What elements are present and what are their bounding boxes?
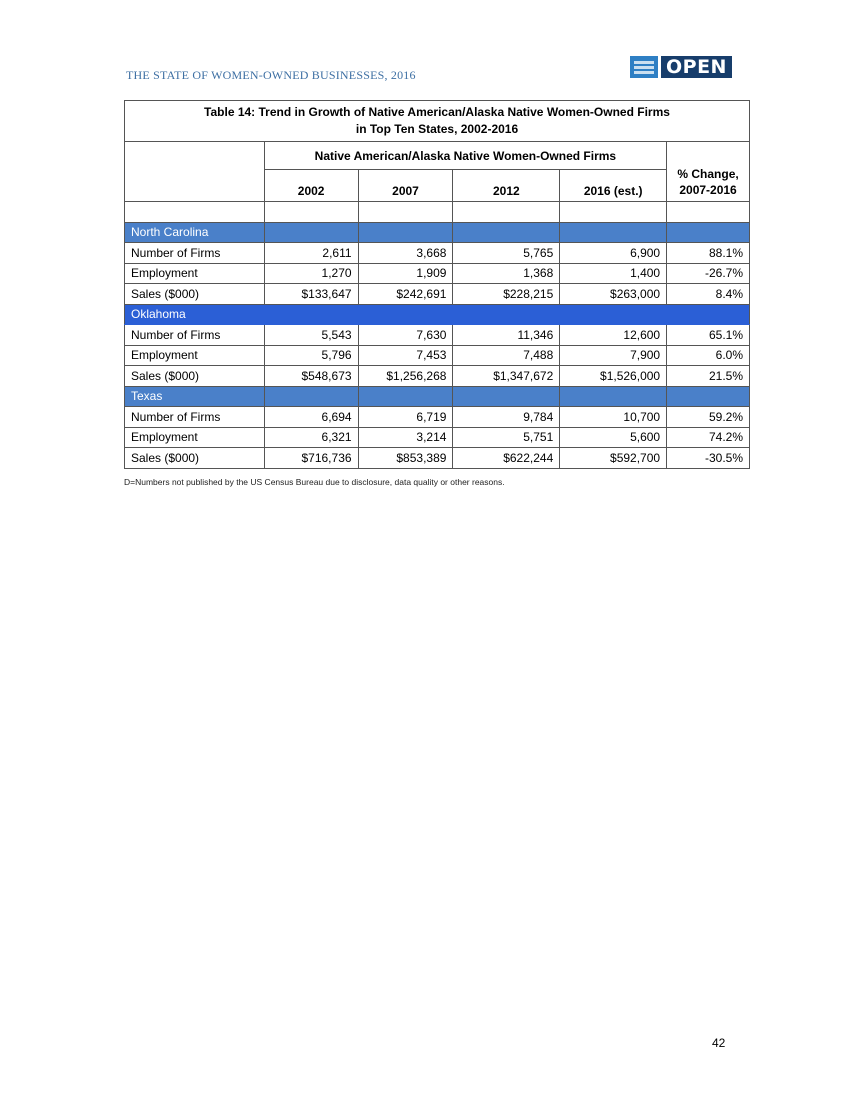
state-header-row — [125, 386, 750, 407]
amex-open-logo — [630, 56, 732, 78]
state-name: Texas — [125, 386, 265, 407]
table-title-line2: in Top Ten States, 2002-2016 — [355, 122, 519, 136]
state-name: North Carolina — [125, 222, 265, 243]
table-row — [125, 263, 750, 284]
value-2007: 6,719 — [358, 407, 453, 428]
running-header: THE STATE OF WOMEN-OWNED BUSINESSES, 2016 — [126, 68, 416, 82]
value-2012: 7,488 — [453, 345, 560, 366]
value-2002: 6,694 — [264, 407, 358, 428]
state-band-cell — [453, 222, 560, 243]
value-2016: 7,900 — [560, 345, 667, 366]
pct-change: 88.1% — [667, 243, 750, 264]
table-title — [125, 101, 750, 142]
row-label: Employment — [125, 345, 265, 366]
state-band-cell — [667, 304, 750, 325]
state-name: Oklahoma — [125, 304, 265, 325]
table-row — [125, 345, 750, 366]
table-row — [125, 427, 750, 448]
table-title-line1: Table 14: Trend in Growth of Native American/Alaska Native Women-Owned Firms — [204, 105, 670, 119]
year-header: 2016 (est.) — [560, 170, 667, 202]
year-header: 2007 — [358, 170, 453, 202]
year-header: 2002 — [264, 170, 358, 202]
state-band-cell — [667, 386, 750, 407]
pct-change: -26.7% — [667, 263, 750, 284]
table-row — [125, 284, 750, 305]
value-2007: 7,630 — [358, 325, 453, 346]
table-row — [125, 448, 750, 469]
value-2016: $592,700 — [560, 448, 667, 469]
row-label: Number of Firms — [125, 325, 265, 346]
amex-logo-icon — [630, 56, 658, 78]
state-band-cell — [358, 222, 453, 243]
pct-change: 74.2% — [667, 427, 750, 448]
state-band-cell — [667, 222, 750, 243]
row-label: Number of Firms — [125, 243, 265, 264]
state-band-cell — [358, 304, 453, 325]
value-2012: $622,244 — [453, 448, 560, 469]
state-band-cell — [453, 386, 560, 407]
value-2012: 1,368 — [453, 263, 560, 284]
value-2007: 7,453 — [358, 345, 453, 366]
value-2002: 5,796 — [264, 345, 358, 366]
group-header: Native American/Alaska Native Women-Owned Firms — [264, 142, 666, 170]
value-2016: 10,700 — [560, 407, 667, 428]
value-2016: $1,526,000 — [560, 366, 667, 387]
pct-change: 6.0% — [667, 345, 750, 366]
value-2016: 6,900 — [560, 243, 667, 264]
open-logo-text: OPEN — [661, 56, 732, 78]
value-2007: 3,668 — [358, 243, 453, 264]
value-2002: $548,673 — [264, 366, 358, 387]
value-2007: 3,214 — [358, 427, 453, 448]
pct-change: 8.4% — [667, 284, 750, 305]
table-row — [125, 243, 750, 264]
value-2016: 5,600 — [560, 427, 667, 448]
state-header-row — [125, 222, 750, 243]
firms-trend-table — [124, 100, 750, 469]
state-band-cell — [264, 304, 358, 325]
state-band-cell — [264, 386, 358, 407]
year-header: 2012 — [453, 170, 560, 202]
row-label: Sales ($000) — [125, 366, 265, 387]
row-label: Number of Firms — [125, 407, 265, 428]
value-2012: 11,346 — [453, 325, 560, 346]
pct-change: -30.5% — [667, 448, 750, 469]
value-2012: $228,215 — [453, 284, 560, 305]
value-2012: 5,765 — [453, 243, 560, 264]
value-2016: 1,400 — [560, 263, 667, 284]
pct-change-header — [667, 142, 750, 202]
pct-change: 65.1% — [667, 325, 750, 346]
value-2016: 12,600 — [560, 325, 667, 346]
table-row — [125, 366, 750, 387]
value-2002: 5,543 — [264, 325, 358, 346]
value-2007: $1,256,268 — [358, 366, 453, 387]
state-band-cell — [264, 222, 358, 243]
table-footnote: D=Numbers not published by the US Census Bureau due to disclosure, data quality or other reasons. — [124, 477, 505, 487]
value-2007: 1,909 — [358, 263, 453, 284]
state-band-cell — [560, 222, 667, 243]
state-band-cell — [358, 386, 453, 407]
row-label: Sales ($000) — [125, 284, 265, 305]
row-label: Employment — [125, 427, 265, 448]
pct-change: 59.2% — [667, 407, 750, 428]
value-2002: 2,611 — [264, 243, 358, 264]
row-label: Employment — [125, 263, 265, 284]
page-number: 42 — [712, 1036, 726, 1050]
value-2007: $242,691 — [358, 284, 453, 305]
header-empty-cell — [125, 142, 265, 202]
value-2002: 1,270 — [264, 263, 358, 284]
value-2012: 5,751 — [453, 427, 560, 448]
state-band-cell — [453, 304, 560, 325]
state-header-row — [125, 304, 750, 325]
spacer-row — [125, 202, 750, 223]
value-2007: $853,389 — [358, 448, 453, 469]
pct-change: 21.5% — [667, 366, 750, 387]
value-2002: 6,321 — [264, 427, 358, 448]
value-2012: $1,347,672 — [453, 366, 560, 387]
value-2016: $263,000 — [560, 284, 667, 305]
state-band-cell — [560, 304, 667, 325]
value-2002: $716,736 — [264, 448, 358, 469]
pct-header-line1: % Change, — [677, 167, 739, 181]
state-band-cell — [560, 386, 667, 407]
row-label: Sales ($000) — [125, 448, 265, 469]
value-2012: 9,784 — [453, 407, 560, 428]
table-row — [125, 407, 750, 428]
pct-header-line2: 2007-2016 — [679, 183, 737, 197]
value-2002: $133,647 — [264, 284, 358, 305]
table-row — [125, 325, 750, 346]
